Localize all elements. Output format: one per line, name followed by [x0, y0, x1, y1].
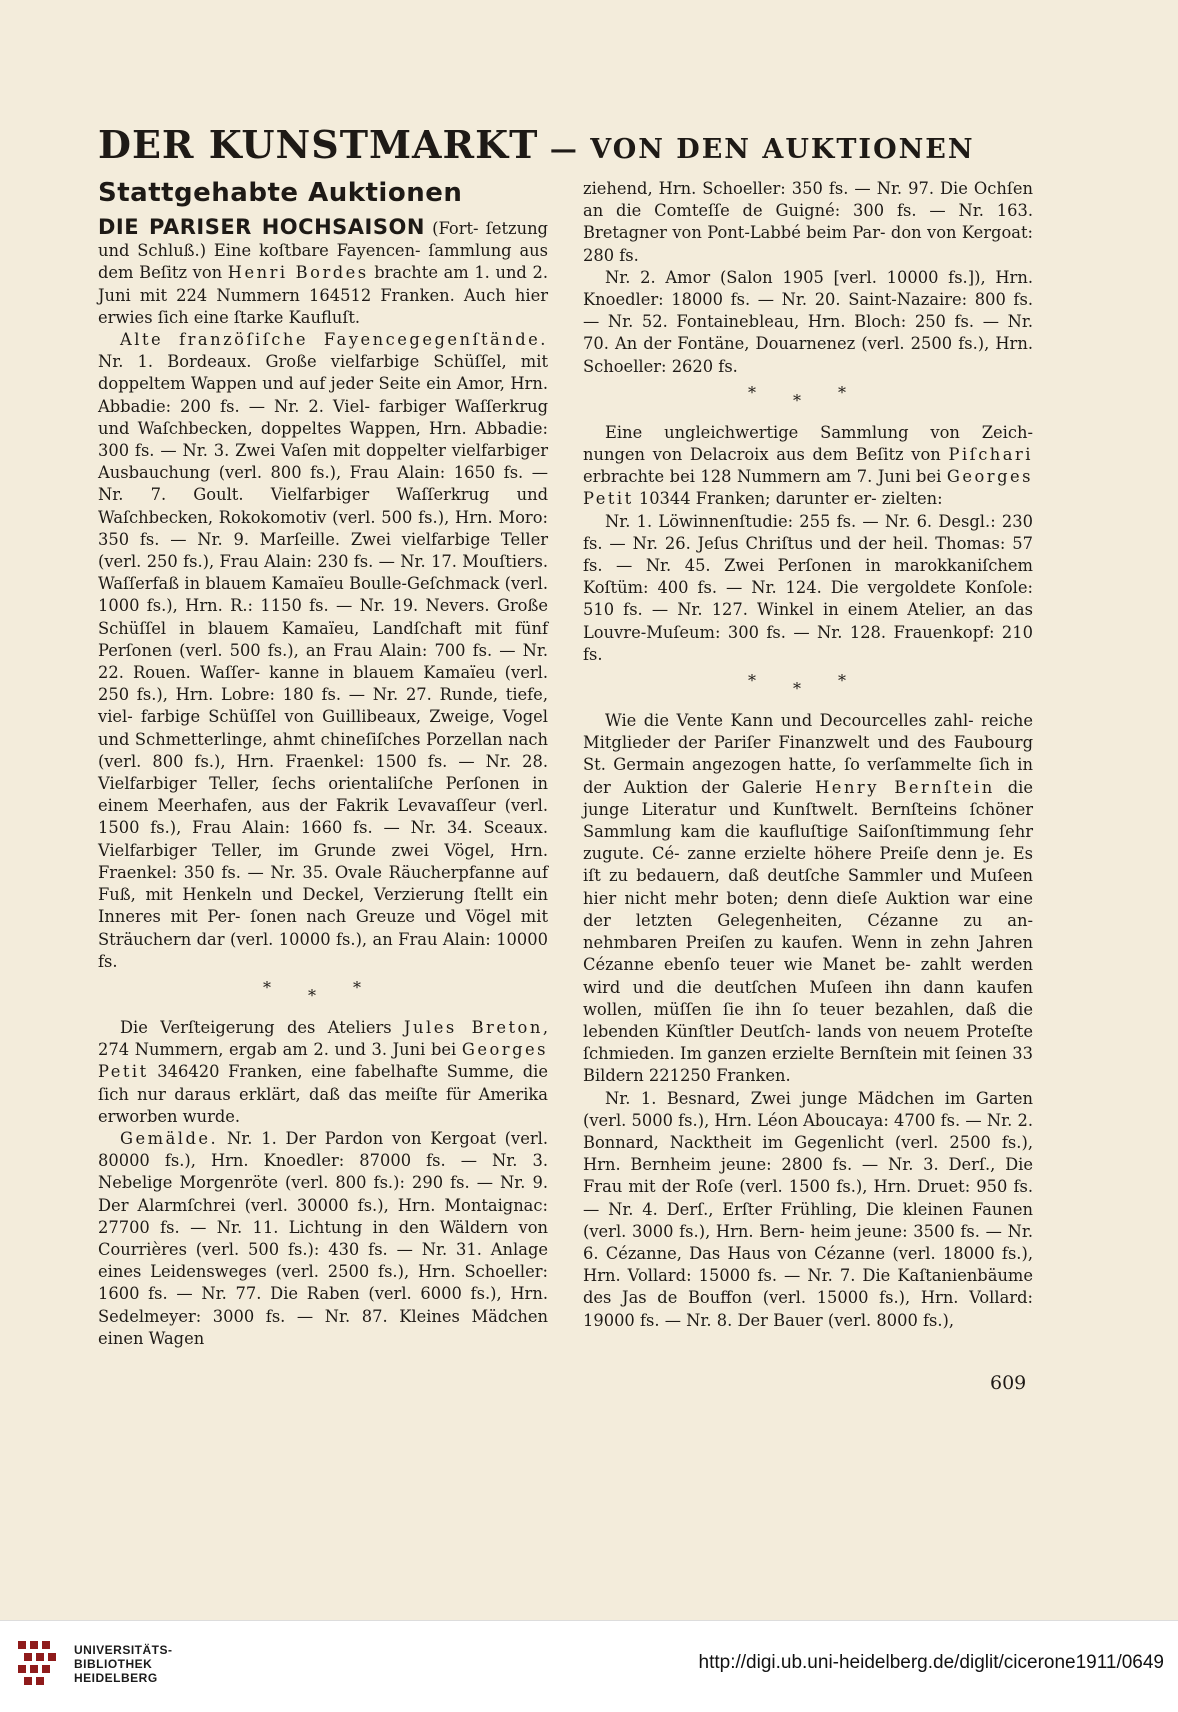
paragraph-bernstein: Wie die Vente Kann und Decourcelles zahl- reiche Mitglieder der Pariſer Finanzwelt und des Faubourg St. Germain angezogen hatte, ſo verſammelte ſich in der Auktion der Galerie Henry Bernſtein die junge Literatur und Kunſtwelt. Bernſteins ſchöner Sammlung kam die kaufluſtige Saiſonſtimmung ſehr zugute. Cé- zanne erzielte höhere Preiſe denn je. Es iſt zu bedauern, daß deutſche Sammler und Muſeen hier nicht mehr boten; denn dieſe Auktion war eine der letzten Gelegenheiten, Cézanne zu an- nehmbaren Preiſen zu kaufen. Wenn in zehn Jahren Cézanne ebenſo teuer wie Manet be- zahlt werden wird und die deutſchen Muſeen ihn dann kaufen wollen, müſſen ſie ihn ſo teuer bezahlen, daß die lebenden Künſtler Deutſch- lands von neuem Proteſte ſchmieden. Im ganzen erzielte Bernſtein mit ſeinen 33 Bildern 221250 Franken.: [583, 711, 1033, 1086]
library-name: UNIVERSITÄTS- BIBLIOTHEK HEIDELBERG: [74, 1643, 173, 1685]
paragraph-lots: Nr. 1. Besnard, Zwei junge Mädchen im Garten (verl. 5000 fs.), Hrn. Léon Aboucaya: 4700 fs. — Nr. 2. Bonnard, Nacktheit im Gegenlicht (verl. 2500 fs.), Hrn. Bernheim jeune: 2800 fs. — Nr. 3. Derſ., Die Frau mit der Roſe (verl. 1500 fs.), Hrn. Druet: 950 fs. — Nr. 4. Derſ., Erſter Frühling, Die kleinen Faunen (verl. 3000 fs.), Hrn. Bern- heim jeune: 3500 fs. — Nr. 6. Cézanne, Das Haus von Cézanne (verl. 18000 fs.), Hrn. Vollard: 15000 fs. — Nr. 7. Die Kaſtanienbäume des Jas de Bouffon (verl. 15000 fs.), Hrn. Vollard: 19000 fs. — Nr. 8. Der Bauer (verl. 8000 fs.),: [583, 1088, 1033, 1330]
star-3: *: [838, 671, 846, 691]
paragraph-gemaelde: Gemälde. Nr. 1. Der Pardon von Kergoat (verl. 80000 fs.), Hrn. Knoedler: 87000 fs. — Nr. 3. Nebelige Morgenröte (verl. 800 fs.): 290 fs. — Nr. 9. Der Alarmſchrei (verl. 30000 fs.), Hrn. Montaignac: 27700 fs. — Nr. 11. Lichtung in den Wäldern von Courrières (verl. 500 fs.): 430 fs. — Nr. 31. Anlage eines Leidensweges (verl. 2500 fs.), Hrn. Schoeller: 1600 fs. — Nr. 77. Die Raben (verl. 6000 fs.), Hrn. Sedelmeyer: 3000 fs. — Nr. 87. Kleines Mädchen einen Wagen: [98, 1128, 548, 1348]
star-3: *: [838, 382, 846, 402]
university-seal-icon: [14, 1637, 66, 1697]
header-title: DER KUNSTMARKT: [98, 122, 539, 167]
paragraph-delacroix: Eine ungleichwertige Sammlung von Zeich- nungen von Delacroix aus dem Beſitz von Piſchari erbrachte bei 128 Nummern am 7. Juni bei Georges Petit 10344 Franken; darunter er- zielten:: [583, 422, 1033, 509]
paragraph-fayence: Alte franzöſiſche Fayencegegenſtände. Nr. 1. Bordeaux. Große vielfarbige Schüſſel, mit doppeltem Wappen und auf jeder Seite ein Amor, Hrn. Abbadie: 200 fs. — Nr. 2. Viel- farbiger Waſſerkrug und Waſchbecken, doppeltes Wappen, Hrn. Abbadie: 300 fs. — Nr. 3. Zwei Vaſen mit doppelter vielfarbiger Ausbauchung (verl. 800 fs.), Frau Alain: 1650 fs. — Nr. 7. Goult. Vielfarbiger Waſſerkrug und Waſchbecken, Rokokomotiv (verl. 500 fs.), Hrn. Moro: 350 fs. — Nr. 9. Marſeille. Zwei vielfarbige Teller (verl. 250 fs.), Frau Alain: 230 fs. — Nr. 17. Mouſtiers. Waſſerfaß in blauem Kamaïeu Boulle-Geſchmack (verl. 1000 fs.), Hrn. R.: 1150 fs. — Nr. 19. Nevers. Große Schüſſel in blauem Kamaïeu, Landſchaft mit fünf Perſonen (verl. 500 fs.), an Frau Alain: 700 fs. — Nr. 22. Rouen. Waſſer- kanne in blauem Kamaïeu (verl. 250 fs.), Hrn. Lobre: 180 fs. — Nr. 27. Runde, tiefe, viel- farbige Schüſſel von Guillibeaux, Zweige, Vogel und Schmetterlinge, ahmt chineſiſches Porzellan nach (verl. 800 fs.), Hrn. Fraenkel: 1500 fs. — Nr. 28. Vielfarbiger Teller, ſechs orientaliſche Perſonen in einem Meerhafen, aus der Fakrik Levavaſſeur (verl. 1500 fs.), Frau Alain: 1660 fs. — Nr. 34. Sceaux. Vielfarbiger Teller, im Grunde zwei Vögel, Hrn. Fraenkel: 350 fs. — Nr. 35. Ovale Räucherpfanne auf Fuß, mit Henkeln und Deckel, Verzierung ſtellt ein Inneres mit Per- ſonen nach Greuze und Vögel mit Sträuchern dar (verl. 10000 fs.), an Frau Alain: 10000 fs.: [98, 330, 548, 971]
paragraph-breton: Die Verſteigerung des Ateliers Jules Breton, 274 Nummern, ergab am 2. und 3. Juni bei Georges Petit 346420 Franken, eine fabelhafte Summe, die ſich nur daraus erklärt, daß das meiſte für Amerika erworben wurde.: [98, 1017, 548, 1126]
right-column: [583, 178, 1033, 1332]
source-url[interactable]: http://digi.ub.uni-heidelberg.de/diglit/cicerone1911/0649: [698, 1652, 1164, 1673]
spaced-lead: Alte franzöſiſche Fayencegegenſtände.: [120, 330, 548, 350]
footer-bar: [0, 1620, 1178, 1712]
paragraph-continued: ziehend, Hrn. Schoeller: 350 fs. — Nr. 97. Die Ochſen an die Comteſſe de Guigné: 300 fs. — Nr. 163. Bretagner von Pont-Labbé beim Par- don von Kergoat: 280 fs.: [583, 179, 1033, 265]
spaced-name: Georges Petit: [98, 1040, 548, 1082]
star-3: *: [353, 977, 361, 997]
section-separator: [583, 671, 1033, 700]
spaced-name: Piſchari: [948, 445, 1033, 465]
page-number: 609: [990, 1372, 1027, 1394]
star-1: *: [748, 671, 756, 691]
spaced-name: Henri Bordes: [227, 263, 369, 283]
section-separator: [583, 382, 1033, 412]
star-2: *: [793, 390, 801, 410]
page-header: [98, 122, 1028, 167]
star-1: *: [748, 382, 756, 402]
paragraph-drawings: Nr. 1. Löwinnenſtudie: 255 fs. — Nr. 6. Desgl.: 230 fs. — Nr. 26. Jeſus Chriſtus und der heil. Thomas: 57 fs. — Nr. 45. Zwei Perſonen in marokkaniſchem Koſtüm: 400 fs. — Nr. 124. Die vergoldete Konſole: 510 fs. — Nr. 127. Winkel in einem Atelier, an das Louvre-Muſeum: 300 fs. — Nr. 128. Frauenkopf: 210 fs.: [583, 511, 1033, 664]
star-2: *: [308, 985, 316, 1005]
spaced-name: Georges Petit: [583, 467, 1033, 509]
section-separator: [98, 977, 548, 1007]
paragraph-intro: DIE PARISER HOCHSAISON (Fort- ſetzung und Schluß.) Eine koſtbare Fayencen- ſammlung aus dem Beſitz von Henri Bordes brachte am 1. und 2. Juni mit 224 Nummern 164512 Franken. Auch hier erwies ſich eine ſtarke Kaufluſt.: [98, 215, 548, 327]
spaced-name: Jules Breton: [404, 1017, 543, 1037]
spaced-name: Henry Bernſtein: [815, 777, 995, 797]
runin-heading: DIE PARISER HOCHSAISON: [98, 215, 425, 239]
star-2: *: [793, 679, 801, 699]
paragraph-amor: Nr. 2. Amor (Salon 1905 [verl. 10000 fs.]), Hrn. Knoedler: 18000 fs. — Nr. 20. Saint-Nazaire: 800 fs. — Nr. 52. Fontainebleau, Hrn. Bloch: 250 fs. — Nr. 70. An der Fontäne, Douarnenez (verl. 2500 fs.), Hrn. Schoeller: 2620 fs.: [583, 267, 1033, 376]
section-title: Stattgehabte Auktionen: [98, 178, 463, 208]
star-1: *: [263, 977, 271, 997]
header-subtitle: — VON DEN AUKTIONEN: [538, 134, 975, 165]
left-column: [98, 176, 548, 1350]
spaced-lead: Gemälde.: [120, 1128, 219, 1148]
